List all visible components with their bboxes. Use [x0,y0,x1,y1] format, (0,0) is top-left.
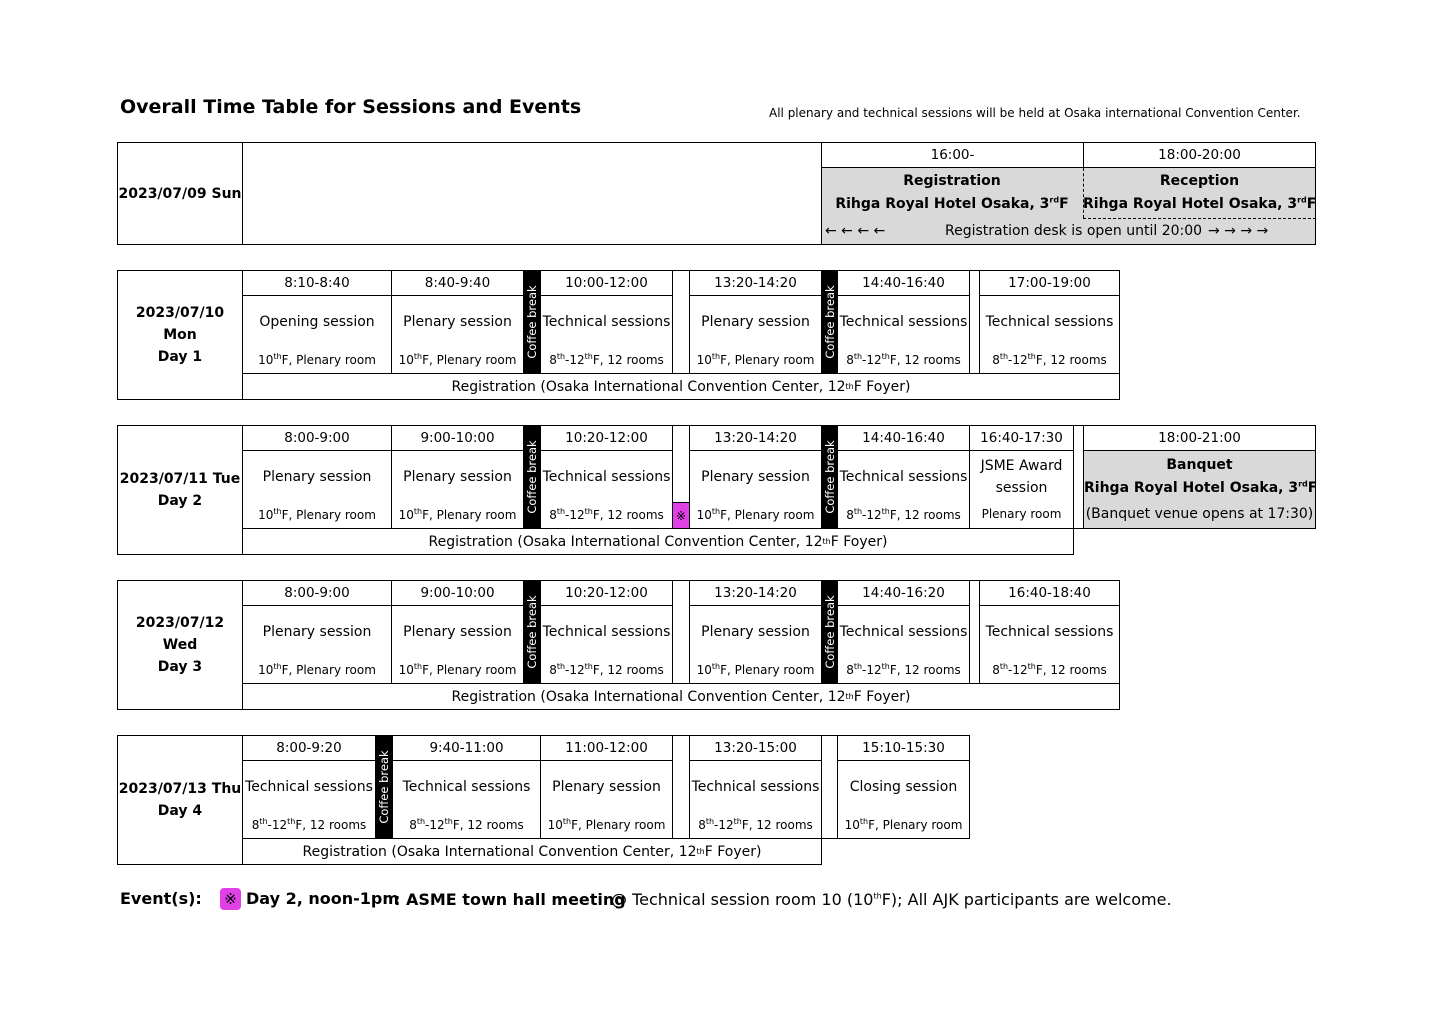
day1-session-room-5: 8th-12thF, 12 rooms [846,352,961,367]
day2-time-banquet: 18:00-21:00 [1083,425,1316,451]
day1-session-name-5: Technical sessions [839,314,968,330]
day3-session-room-6: 8th-12thF, 12 rooms [992,662,1107,677]
event-where: @ Technical session room 10 (10thF); All AJK participants are welcome. [611,890,1172,909]
day0-empty-cell [242,142,822,245]
day4-session-cell-3 [540,760,673,839]
day2-session-cell-3 [540,450,673,529]
day1-coffee-break-label: Coffee break [525,285,539,359]
day3-session-name-2: Plenary session [403,624,512,640]
day2-coffee-break-label: Coffee break [822,440,837,514]
day1-registration-row: Registration (Osaka International Convention Center, 12 th F Foyer) [242,373,1120,400]
day4-session-name-3: Plenary session [552,779,661,795]
day4-day-label: Day 4 [157,803,203,819]
day2-jsme-room: Plenary room [981,507,1062,521]
day0-desk-note: Registration desk is open until 20:00 [945,223,1203,239]
day1-time-2: 8:40-9:40 [391,270,524,296]
day4-session-room-2: 8th-12thF, 12 rooms [409,817,524,832]
day2-date-cell [117,425,243,555]
day3-coffee-break-label: Coffee break [822,595,837,669]
day2-coffee-break [523,425,541,529]
day1-session-room-2: 10thF, Plenary room [398,352,517,367]
day3-registration-row: Registration (Osaka International Convention Center, 12 th F Foyer) [242,683,1120,710]
day0-right-arrows: → → → → [1208,223,1269,239]
day1-session-room-6: 8th-12thF, 12 rooms [992,352,1107,367]
day2-session-name-4: Plenary session [701,469,810,485]
day4-coffee-break [375,735,393,839]
day2-session-name-2: Plenary session [403,469,512,485]
day2-session-name-5: Technical sessions [839,469,968,485]
event-when: Day 2, noon-1pm [246,889,400,908]
day4-session-name-4: Technical sessions [691,779,820,795]
day2-session-name-3: Technical sessions [542,469,671,485]
day4-session-cell-5 [837,760,970,839]
day4-session-cell-4 [689,760,822,839]
day4-gap-cell [821,735,838,839]
day0-reception-place: Rihga Royal Hotel Osaka, 3rdF [1083,195,1317,212]
day2-session-cell-4 [689,450,822,529]
day1-time-6: 17:00-19:00 [979,270,1120,296]
day4-registration-row: Registration (Osaka International Convention Center, 12 th F Foyer) [242,838,822,865]
day1-session-cell-3 [540,295,673,374]
day2-banquet-label: Banquet [1166,457,1233,473]
day3-session-name-5: Technical sessions [839,624,968,640]
day2-banquet-cell [1083,450,1316,529]
day4-session-name-5: Closing session [849,779,958,795]
day3-session-cell-2 [391,605,524,684]
day3-time-6: 16:40-18:40 [979,580,1120,606]
day3-session-room-5: 8th-12thF, 12 rooms [846,662,961,677]
day2-time-3: 10:20-12:00 [540,425,673,451]
day1-time-3: 10:00-12:00 [540,270,673,296]
day1-coffee-break [523,270,541,374]
day2-session-room-5: 8th-12thF, 12 rooms [846,507,961,522]
day3-date: 2023/07/12 Wed [135,615,225,653]
day3-session-room-3: 8th-12thF, 12 rooms [549,662,664,677]
day0-reception-label: Reception [1159,173,1240,189]
day4-time-1: 8:00-9:20 [242,735,376,761]
day2-banquet-note: (Banquet venue opens at 17:30) [1085,506,1314,522]
day3-session-name-1: Plenary session [262,624,372,640]
day2-time-6: 16:40-17:30 [969,425,1074,451]
day3-gap-cell [672,580,690,684]
day4-gap-cell [672,735,690,839]
day2-registration-row: Registration (Osaka International Convention Center, 12 th F Foyer) [242,528,1074,555]
day3-session-name-4: Plenary session [701,624,810,640]
day3-session-cell-6 [979,605,1120,684]
day3-session-cell-5 [837,605,970,684]
day3-session-name-6: Technical sessions [985,624,1114,640]
day1-session-name-3: Technical sessions [542,314,671,330]
day1-date: 2023/07/10 Mon [135,305,225,343]
day2-coffee-break-label: Coffee break [525,440,539,514]
day4-session-cell-1 [242,760,376,839]
day4-date: 2023/07/13 Thu [118,781,242,797]
day0-time-reception: 18:00-20:00 [1083,142,1316,168]
day0-left-arrows: ← ← ← ← [825,223,886,239]
day1-session-name-2: Plenary session [403,314,512,330]
day2-date: 2023/07/11 Tue [119,471,241,487]
day2-banquet-place: Rihga Royal Hotel Osaka, 3rdF [1084,479,1318,496]
day0-registration-label: Registration [903,173,1001,189]
event-mark-icon: ※ [220,888,241,910]
day2-session-name-1: Plenary session [262,469,372,485]
day3-day-label: Day 3 [157,659,203,675]
day3-time-1: 8:00-9:00 [242,580,392,606]
day3-session-cell-1 [242,605,392,684]
day1-session-cell-6 [979,295,1120,374]
day1-time-5: 14:40-16:40 [837,270,970,296]
day2-time-1: 8:00-9:00 [242,425,392,451]
day4-time-2: 9:40-11:00 [392,735,541,761]
day3-session-name-3: Technical sessions [542,624,671,640]
day2-day-label: Day 2 [157,493,203,509]
day3-coffee-break-label: Coffee break [525,595,539,669]
day3-coffee-break [821,580,838,684]
day1-session-name-6: Technical sessions [985,314,1114,330]
day1-date-cell [117,270,243,400]
day2-session-room-3: 8th-12thF, 12 rooms [549,507,664,522]
day1-session-name-4: Plenary session [701,314,810,330]
day3-time-4: 13:20-14:20 [689,580,822,606]
day0-dashed-underline [1083,218,1316,219]
day1-time-1: 8:10-8:40 [242,270,392,296]
day4-session-name-1: Technical sessions [245,779,373,795]
day4-time-4: 13:20-15:00 [689,735,822,761]
day1-session-cell-1 [242,295,392,374]
day1-coffee-break-label: Coffee break [822,285,837,359]
day2-time-5: 14:40-16:40 [837,425,970,451]
day0-registration-place: Rihga Royal Hotel Osaka, 3rdF [835,195,1069,212]
day3-session-room-1: 10thF, Plenary room [258,662,376,677]
day4-session-name-2: Technical sessions [402,779,531,795]
day1-session-name-1: Opening session [259,314,375,330]
day1-coffee-break [821,270,838,374]
day4-date-cell [117,735,243,865]
day4-coffee-break-label: Coffee break [377,750,391,824]
day2-event-mark-icon: ※ [672,502,690,529]
day0-date-cell [117,142,243,245]
day4-session-room-5: 10thF, Plenary room [844,817,963,832]
day2-session-room-4: 10thF, Plenary room [696,507,815,522]
day2-coffee-break [821,425,838,529]
day4-time-5: 15:10-15:30 [837,735,970,761]
day3-date-cell [117,580,243,710]
day3-coffee-break [523,580,541,684]
day4-session-room-4: 8th-12thF, 12 rooms [698,817,813,832]
day4-session-room-1: 8th-12thF, 12 rooms [251,817,367,832]
day1-session-room-3: 8th-12thF, 12 rooms [549,352,664,367]
event-name: : ASME town hall meeting [394,890,626,909]
day1-session-cell-4 [689,295,822,374]
day1-time-4: 13:20-14:20 [689,270,822,296]
day0-time-registration: 16:00- [821,142,1084,168]
day2-session-cell-2 [391,450,524,529]
day1-session-room-4: 10thF, Plenary room [696,352,815,367]
day3-session-cell-3 [540,605,673,684]
events-label: Event(s): [120,889,202,908]
day2-time-2: 9:00-10:00 [391,425,524,451]
day4-session-cell-2 [392,760,541,839]
day2-time-4: 13:20-14:20 [689,425,822,451]
day2-session-room-2: 10thF, Plenary room [398,507,517,522]
day2-session-cell-1 [242,450,392,529]
venue-note: All plenary and technical sessions will be held at Osaka international Convention Center. [769,106,1301,120]
day3-time-5: 14:40-16:20 [837,580,970,606]
day1-gap-cell [672,270,690,374]
day4-session-room-3: 10thF, Plenary room [547,817,666,832]
day2-session-room-1: 10thF, Plenary room [258,507,376,522]
day3-time-2: 9:00-10:00 [391,580,524,606]
day3-session-cell-4 [689,605,822,684]
day1-day-label: Day 1 [157,349,203,365]
day1-session-cell-5 [837,295,970,374]
day1-session-cell-2 [391,295,524,374]
day4-time-3: 11:00-12:00 [540,735,673,761]
day2-session-cell-6 [969,450,1074,529]
day3-time-3: 10:20-12:00 [540,580,673,606]
day3-session-room-2: 10thF, Plenary room [398,662,517,677]
day2-jsme-session: JSME Award session [980,458,1063,496]
day2-session-cell-5 [837,450,970,529]
day3-session-room-4: 10thF, Plenary room [696,662,815,677]
day0-date: 2023/07/09 Sun [118,185,242,202]
page-title: Overall Time Table for Sessions and Events [120,96,582,118]
day1-session-room-1: 10thF, Plenary room [258,352,376,367]
